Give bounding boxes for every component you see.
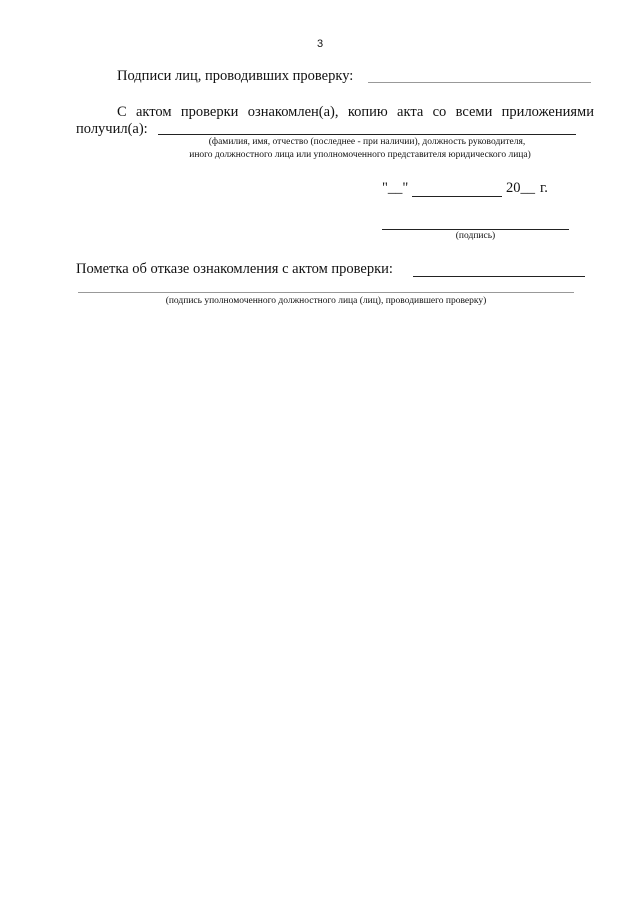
received-caption-line2: иного должностного лица или уполномоченного представителя юридического лица) bbox=[189, 150, 531, 160]
date-year-prefix: 20__ bbox=[506, 180, 535, 196]
signatures-line bbox=[368, 82, 591, 83]
acquaintance-word: копию bbox=[347, 104, 388, 120]
received-label: получил(а): bbox=[76, 121, 148, 137]
refusal-caption: (подпись уполномоченного должностного лица (лиц), проводившего проверку) bbox=[165, 296, 487, 306]
date-month-line bbox=[412, 196, 502, 197]
acquaintance-word: С bbox=[117, 104, 127, 120]
signatures-label: Подписи лиц, проводивших проверку: bbox=[117, 68, 354, 84]
acquaintance-word: актом bbox=[135, 104, 172, 120]
refusal-signature-line bbox=[78, 292, 574, 293]
acquaintance-word: всеми bbox=[455, 104, 493, 120]
acquaintance-line1 bbox=[117, 104, 594, 121]
acquaintance-word: акта bbox=[397, 104, 424, 120]
refusal-label: Пометка об отказе ознакомления с актом проверки: bbox=[76, 261, 393, 277]
signature-line bbox=[382, 229, 569, 230]
acquaintance-word: со bbox=[432, 104, 447, 120]
received-line bbox=[158, 134, 576, 135]
page-number: 3 bbox=[316, 38, 324, 50]
signature-caption: (подпись) bbox=[455, 231, 496, 241]
acquaintance-word: приложениями bbox=[501, 104, 594, 120]
received-caption-line1: (фамилия, имя, отчество (последнее - при наличии), должность руководителя, bbox=[208, 137, 526, 147]
acquaintance-word: проверки bbox=[180, 104, 239, 120]
refusal-line bbox=[413, 276, 585, 277]
date-day: "__" bbox=[382, 180, 409, 196]
acquaintance-word: ознакомлен(а), bbox=[247, 104, 339, 120]
date-year-suffix: г. bbox=[540, 180, 548, 196]
